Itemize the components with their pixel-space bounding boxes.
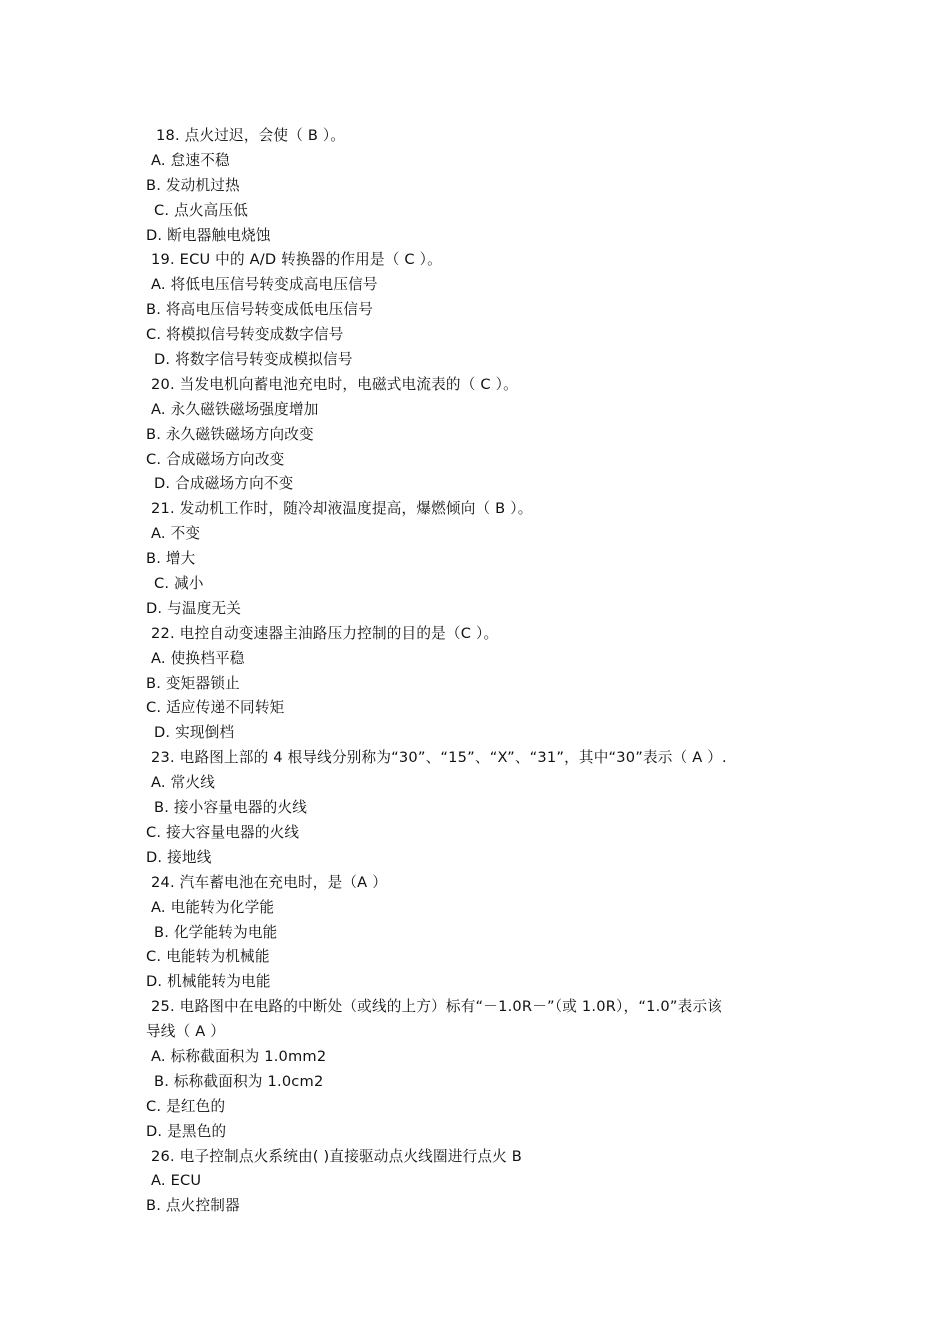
text-line: A. 常火线 — [151, 774, 215, 792]
text-line: C. 适应传递不同转矩 — [146, 699, 285, 717]
text-line: C. 电能转为机械能 — [146, 948, 270, 966]
text-line: A. 电能转为化学能 — [151, 898, 275, 916]
text-line: C. 接大容量电器的火线 — [146, 823, 300, 841]
text-line: D. 合成磁场方向不变 — [154, 475, 294, 493]
text-line: 18. 点火过迟，会使（ B ）。 — [156, 127, 346, 144]
text-line: B. 点火控制器 — [146, 1197, 240, 1215]
text-line: D. 接地线 — [146, 848, 212, 866]
text-line: 23. 电路图上部的 4 根导线分别称为“30”、“15”、“X”、“31”，其中“30”表示（ A ）. — [151, 749, 727, 767]
text-line: A. 永久磁铁磁场强度增加 — [151, 400, 319, 418]
text-line: C. 减小 — [154, 575, 204, 593]
text-line: B. 发动机过热 — [146, 176, 240, 194]
text-line: A. 不变 — [151, 525, 201, 543]
text-line: D. 实现倒档 — [154, 724, 235, 742]
text-line: C. 点火高压低 — [154, 201, 249, 219]
question-list — [146, 124, 810, 1219]
text-line: 26. 电子控制点火系统由( )直接驱动点火线圈进行点火 B — [151, 1147, 522, 1165]
text-line: 22. 电控自动变速器主油路压力控制的目的是（C ）。 — [151, 624, 499, 642]
text-line: C. 将模拟信号转变成数字信号 — [146, 326, 344, 344]
text-line: D. 机械能转为电能 — [146, 973, 271, 991]
text-line: B. 变矩器锁止 — [146, 674, 240, 692]
text-line: 25. 电路图中在电路的中断处（或线的上方）标有“－1.0R－”（或 1.0R），“1.0”表示该 — [151, 998, 723, 1016]
text-line: D. 将数字信号转变成模拟信号 — [154, 351, 353, 369]
text-line: 21. 发动机工作时，随冷却液温度提高，爆燃倾向（ B ）。 — [151, 500, 533, 518]
text-line: B. 增大 — [146, 550, 196, 568]
text-line: D. 断电器触电烧蚀 — [146, 226, 271, 244]
text-line: B. 将高电压信号转变成低电压信号 — [146, 301, 374, 319]
text-line: 19. ECU 中的 A/D 转换器的作用是（ C ）。 — [151, 251, 442, 269]
text-line: A. 怠速不稳 — [151, 151, 230, 169]
text-line: A. 标称截面积为 1.0mm2 — [151, 1047, 327, 1065]
text-line: B. 接小容量电器的火线 — [154, 799, 308, 817]
text-line: C. 是红色的 — [146, 1097, 226, 1115]
text-line: B. 标称截面积为 1.0cm2 — [154, 1072, 324, 1090]
text-line: C. 合成磁场方向改变 — [146, 450, 285, 468]
text-line: A. ECU — [151, 1172, 202, 1190]
text-line: D. 是黑色的 — [146, 1122, 227, 1140]
text-line: B. 化学能转为电能 — [154, 923, 278, 941]
text-line: 导线（ A ） — [146, 1023, 226, 1041]
text-line: D. 与温度无关 — [146, 599, 242, 617]
text-line: 20. 当发电机向蓄电池充电时，电磁式电流表的（ C ）。 — [151, 375, 518, 393]
text-line: 24. 汽车蓄电池在充电时，是（A ） — [151, 873, 387, 891]
text-line: A. 使换档平稳 — [151, 649, 245, 667]
text-line: B. 永久磁铁磁场方向改变 — [146, 425, 314, 443]
text-line: A. 将低电压信号转变成高电压信号 — [151, 276, 378, 294]
